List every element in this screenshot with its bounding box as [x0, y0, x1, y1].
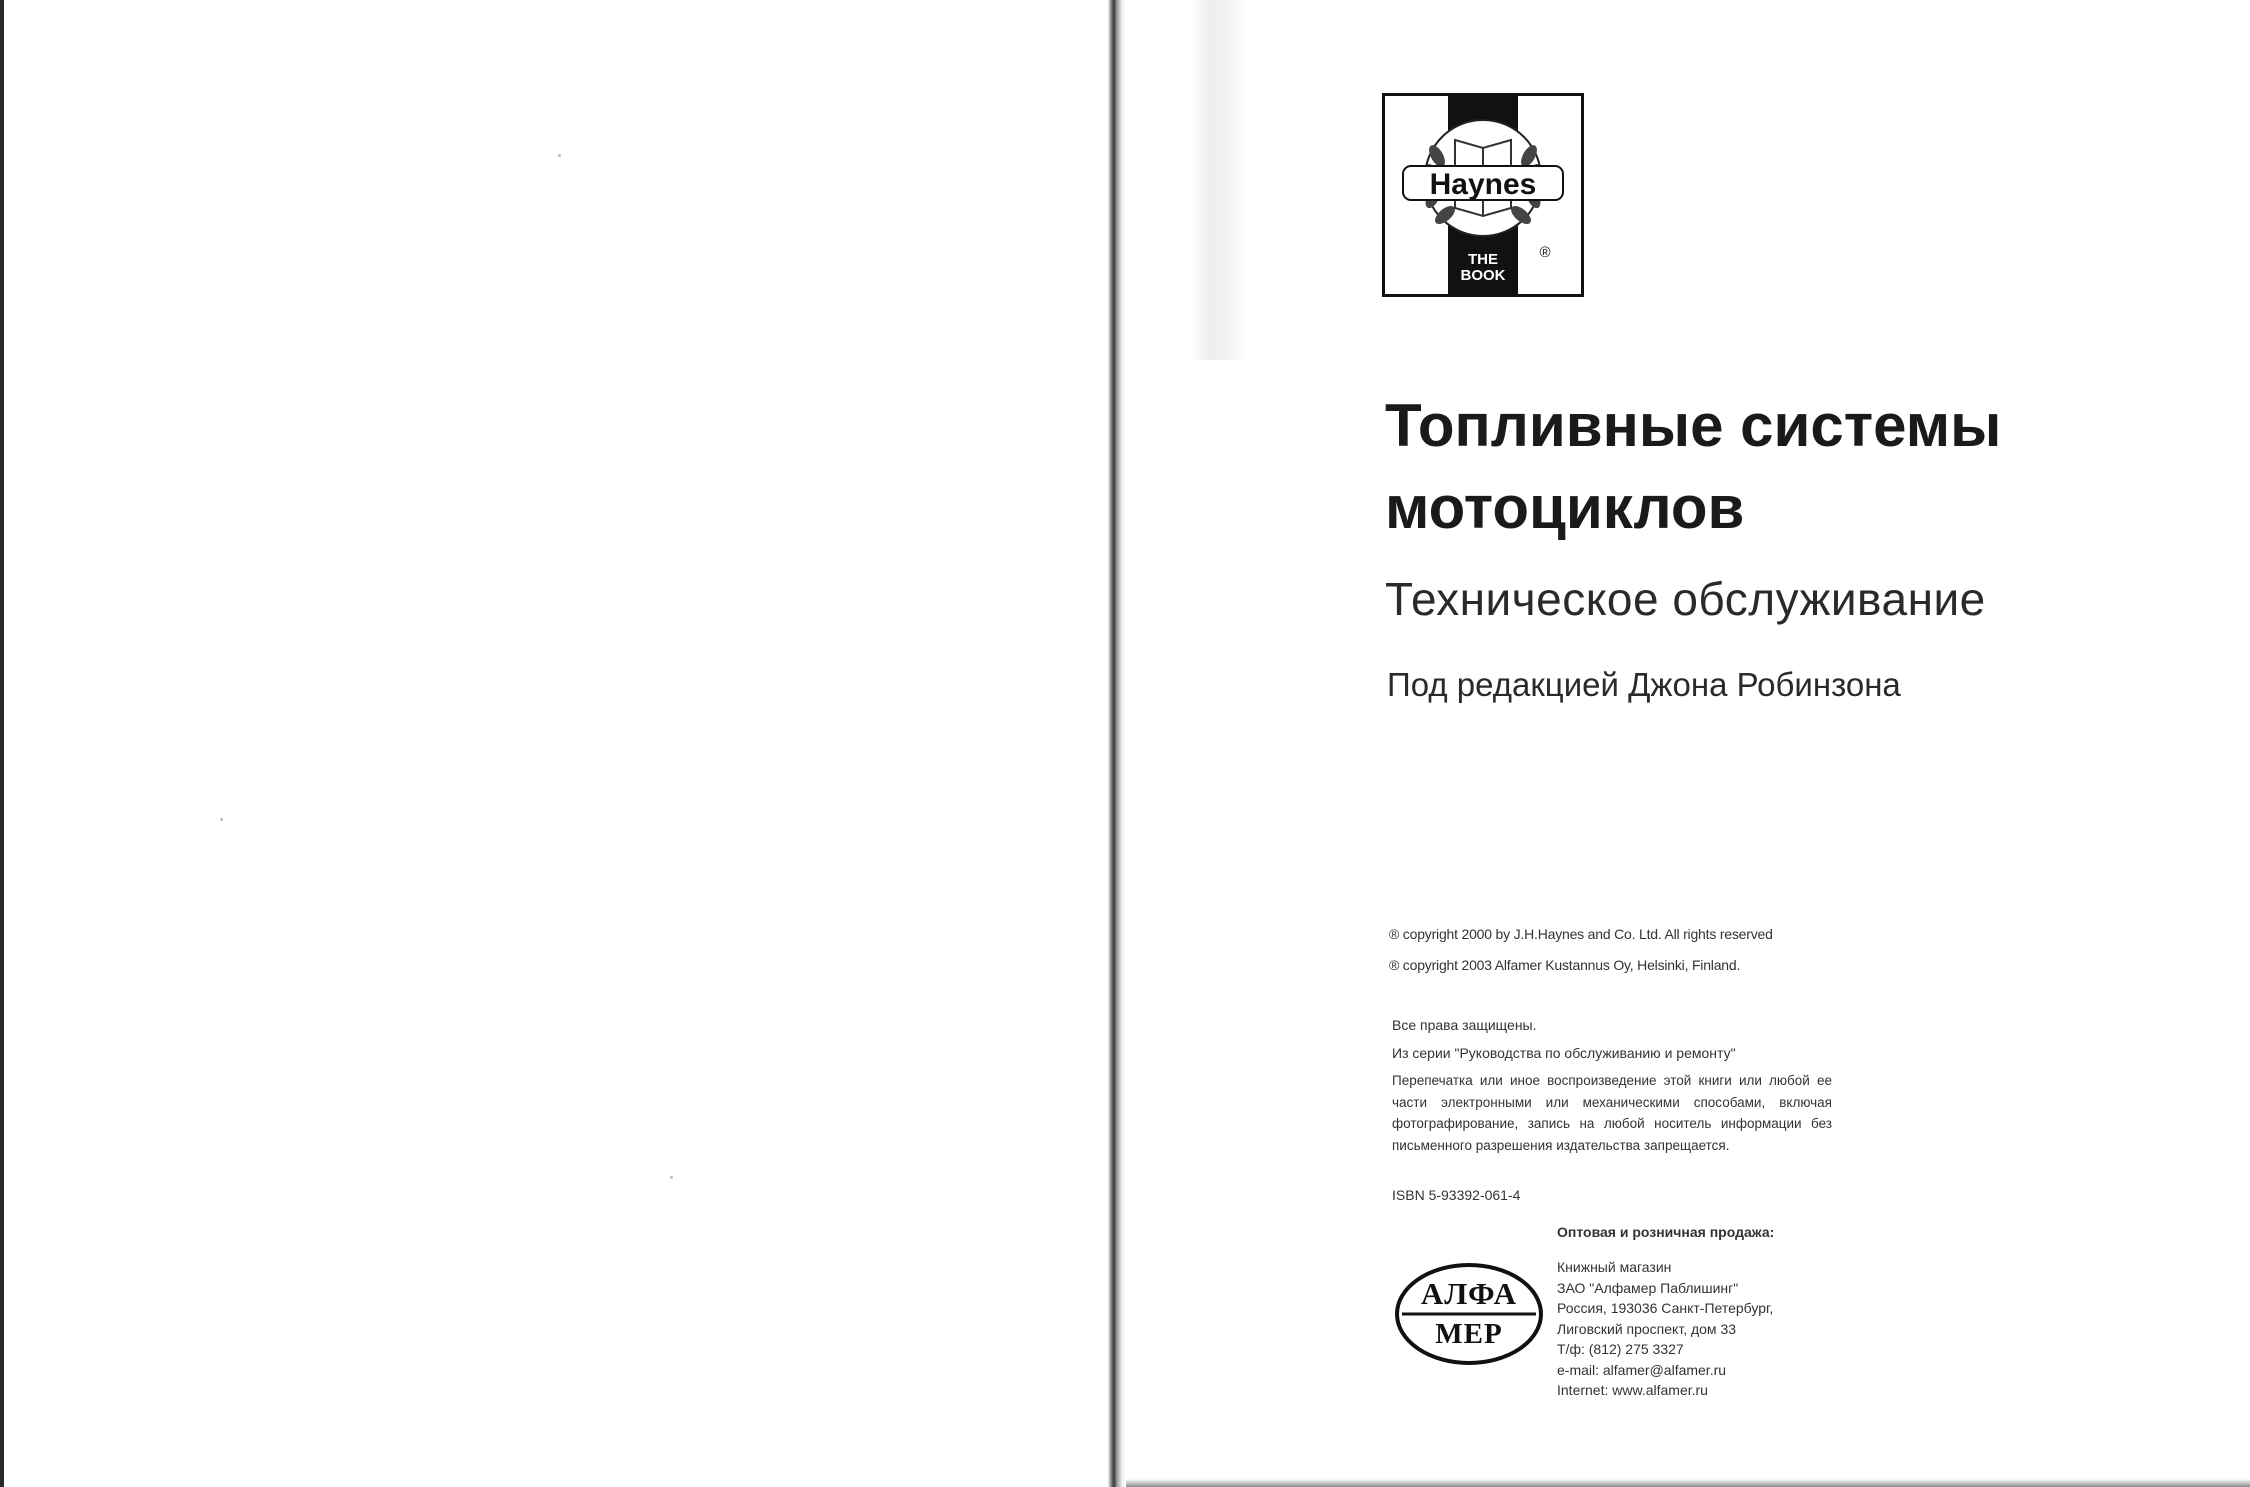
svg-text:BOOK: BOOK — [1460, 267, 1506, 284]
book-subtitle: Техническое обслуживание — [1385, 573, 1986, 625]
shop-line: Россия, 193036 Санкт-Петербург, — [1557, 1300, 1774, 1316]
alfamer-logo-line1: АЛФА — [1420, 1276, 1518, 1311]
shop-line: ЗАО "Алфамер Паблишинг" — [1557, 1279, 1739, 1296]
copyright-line-2: ® copyright 2003 Alfamer Kustannus Oy, Helsinki, Finland. — [1389, 957, 1741, 973]
svg-text:®: ® — [1539, 244, 1551, 261]
sales-heading: Оптовая и розничная продажа: — [1557, 1224, 1775, 1240]
book-editor: Под редакцией Джона Робинзона — [1387, 666, 1901, 703]
rights-reserved: Все права защищены. — [1392, 1017, 1537, 1033]
book-title-line1: Топливные системы — [1385, 392, 2002, 459]
haynes-logo — [1382, 93, 1584, 297]
series-name: Из серии "Руководства по обслуживанию и ремонту" — [1392, 1045, 1736, 1061]
reprint-notice: Перепечатка или иное воспроизведение этой книги или любой ее части электронными или механическими способами, включая фотографирование, запись на любой носитель информации без письменного разрешения издательства запрещается. — [1392, 1073, 1832, 1153]
shop-line: Лиговский проспект, дом 33 — [1557, 1320, 1737, 1337]
isbn: ISBN 5-93392-061-4 — [1392, 1187, 1521, 1203]
shop-email: e-mail: alfamer@alfamer.ru — [1557, 1361, 1727, 1378]
paper-speck — [670, 1176, 673, 1179]
right-page-bottom-edge — [1126, 1479, 2250, 1487]
shop-website: Internet: www.alfamer.ru — [1557, 1382, 1708, 1398]
paper-speck — [220, 818, 223, 821]
page-gutter — [1108, 0, 1126, 1487]
svg-text:THE: THE — [1468, 251, 1498, 268]
svg-text:Haynes: Haynes — [1429, 168, 1537, 201]
copyright-line-1: ® copyright 2000 by J.H.Haynes and Co. Ltd. All rights reserved — [1389, 926, 1773, 942]
scan-shadow — [1190, 0, 1250, 360]
shop-line: Книжный магазин — [1557, 1259, 1672, 1275]
left-page-blank — [0, 0, 1110, 1487]
haynes-emblem-icon — [1385, 96, 1581, 294]
left-page-edge — [0, 0, 4, 1487]
shop-line: Т/ф: (812) 275 3327 — [1557, 1341, 1684, 1357]
alfamer-logo-line2: МЕР — [1435, 1318, 1503, 1350]
alfamer-logo — [1394, 1262, 1544, 1366]
book-title — [1385, 385, 2185, 549]
book-title-line2: мотоциклов — [1385, 474, 1745, 541]
paper-speck — [558, 154, 561, 157]
shop-contacts — [1557, 1257, 1773, 1401]
